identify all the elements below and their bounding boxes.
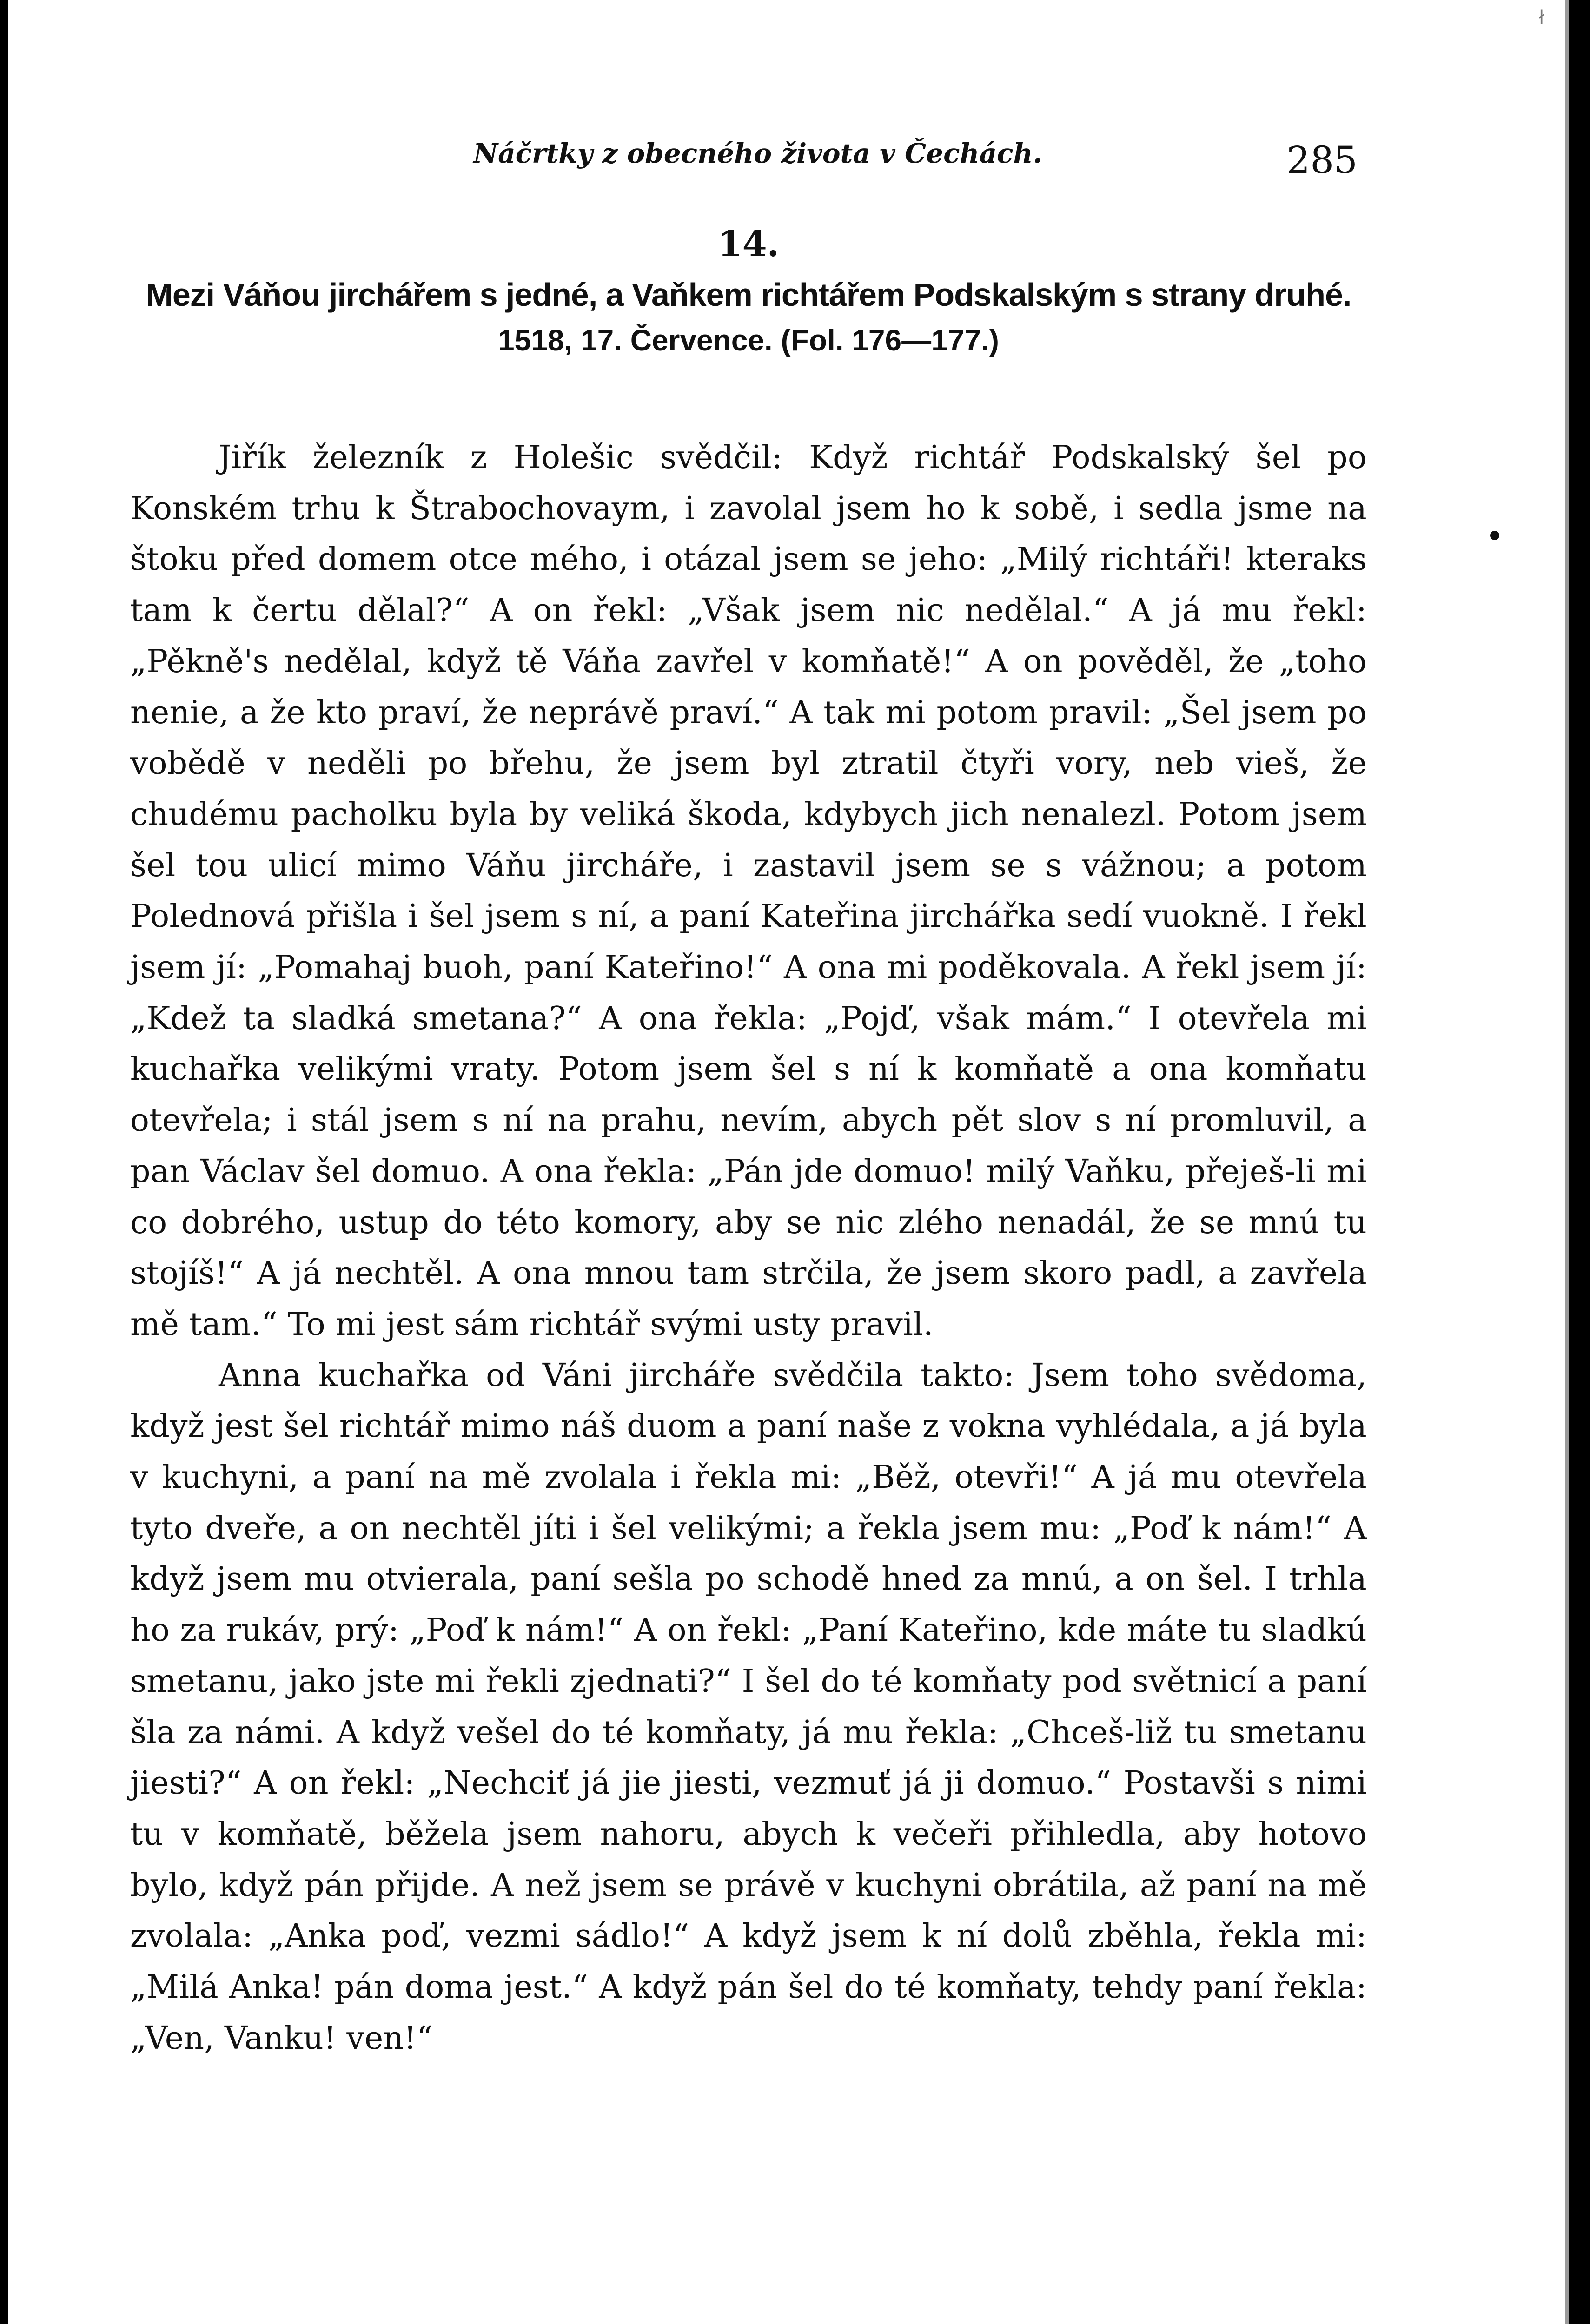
margin-dot	[1490, 531, 1499, 540]
scan-edge-right	[1569, 0, 1590, 2324]
section-title: Mezi Váňou jirchářem s jedné, a Vaňkem richtářem Podskalským s strany druhé.	[146, 277, 1352, 313]
section-heading	[130, 218, 1367, 363]
page-number: 285	[1286, 139, 1358, 182]
scan-edge-right-shadow	[1565, 0, 1569, 2324]
section-number: 14.	[717, 223, 780, 264]
scan-edge-left	[0, 0, 8, 2324]
body-text	[130, 432, 1367, 2064]
scan-corner-mark: ł	[1539, 7, 1544, 28]
paragraph-1: Jiřík železník z Holešic svědčil: Když richtář Podskalský šel po Konském trhu k Štrabochovaym, i zavolal jsem ho k sobě, i sedla jsme na štoku před domem otce mého, i otázal jsem se jeho: „Milý richtáři! kteraks tam k čertu dělal?“ A on řekl: „Však jsem nic nedělal.“ A já mu řekl: „Pěkně's nedělal, když tě Váňa zavřel v komňatě!“ A on pověděl, že „toho nenie, a že kto praví, že neprávě praví.“ A tak mi potom pravil: „Šel jsem po vobědě v neděli po břehu, že jsem byl ztratil čtyři vory, neb vieš, že chudému pacholku byla by veliká škoda, kdybych jich nenalezl. Potom jsem šel tou ulicí mimo Váňu jircháře, i zastavil jsem se s vážnou; a potom Polednová přišla i šel jsem s ní, a paní Kateřina jirchářka sedí vuokně. I řekl jsem jí: „Pomahaj buoh, paní Kateřino!“ A ona mi poděkovala. A řekl jsem jí: „Kdež ta sladká smetana?“ A ona řekla: „Pojď, však mám.“ I otevřela mi kuchařka velikými vraty. Potom jsem šel s ní k komňatě a ona komňatu otevřela; i stál jsem s ní na prahu, nevím, abych pět slov s ní promluvil, a pan Václav šel domuo. A ona řekla: „Pán jde domuo! milý Vaňku, přeješ-li mi co dobrého, ustup do této komory, aby se nic zlého nenadál, že se mnú tu stojíš!“ A já nechtěl. A ona mnou tam strčila, že jsem skoro padl, a zavřela mě tam.“ To mi jest sám richtář svými usty pravil.	[130, 439, 1367, 1343]
running-title: Náčrtky z obecného života v Čechách.	[473, 138, 1042, 169]
paragraph-2: Anna kuchařka od Váni jircháře svědčila takto: Jsem toho svědoma, když jest šel richtář mimo náš duom a paní naše z vokna vyhlédala, a já byla v kuchyni, a paní na mě zvolala i řekla mi: „Běž, otevři!“ A já mu otevřela tyto dveře, a on nechtěl jíti i šel velikými; a řekla jsem mu: „Poď k nám!“ A když jsem mu otvierala, paní sešla po schodě hned za mnú, a on šel. I trhla ho za rukáv, prý: „Poď k nám!“ A on řekl: „Paní Kateřino, kde máte tu sladkú smetanu, jako jste mi řekli zjednati?“ I šel do té komňaty pod světnicí a paní šla za námi. A když vešel do té komňaty, já mu řekla: „Chceš-liž tu smetanu jiesti?“ A on řekl: „Nechciť já jie jiesti, vezmuť já ji domuo.“ Postavši s nimi tu v komňatě, běžela jsem nahoru, abych k večeři přihledla, aby hotovo bylo, když pán přijde. A než jsem se právě v kuchyni obrátila, až paní na mě zvolala: „Anka poď, vezmi sádlo!“ A když jsem k ní dolů zběhla, řekla mi: „Milá Anka! pán doma jest.“ A když pán šel do té komňaty, tehdy paní řekla: „Ven, Vanku! ven!“	[130, 1357, 1367, 2057]
section-date: 1518, 17. Července. (Fol. 176—177.)	[498, 324, 999, 357]
